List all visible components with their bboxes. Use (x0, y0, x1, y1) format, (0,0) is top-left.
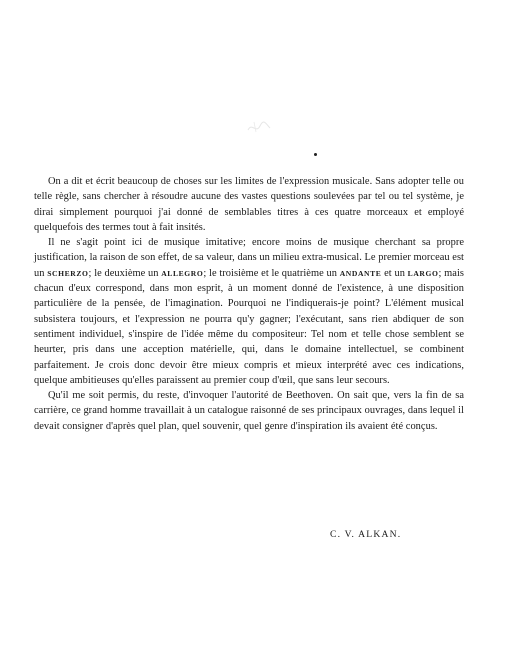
ink-dot (314, 153, 317, 156)
paragraph (34, 174, 464, 235)
tempo-term: ANDANTE (339, 268, 382, 278)
text-run: On a dit et écrit beaucoup de choses sur les limites de l'expression musicale. Sans adopter telle ou telle règle, sans chercher à résoudre aucune des vastes questions soulevées par tel ou tel système, je dirai simplement pourquoi j'ai donné de semblables titres à ces quatre morceaux et employé quelquefois des termes tout à fait insités. (34, 176, 464, 233)
text-run: ; le troisième et le quatrième un (203, 267, 340, 279)
paragraph (34, 388, 464, 434)
text-run: ; le deuxième un (88, 267, 162, 279)
text-run: et un (381, 267, 408, 279)
paragraph (34, 235, 464, 388)
tempo-term: SCHERZO (47, 268, 89, 278)
author-signature: C. V. ALKAN. (330, 529, 402, 540)
tempo-term: LARGO (407, 268, 439, 278)
text-run: ; mais chacun d'eux correspond, dans mon esprit, à un moment donné de l'existence, à une disposition particulière de la pensée, de l'imagination. Pourquoi ne l'indiquerais-je point? L'élément musical subsistera toujours, et l'expression ne pourra qu'y gagner; l'exécutant, sans rien abdiquer de son sentiment individuel, s'inspire de l'idée même du compositeur: Tel nom et telle chose semblent se heurter, pris dans une acception matérielle, qui, dans le domaine intellectuel, se combinent parfaitement. Je crois donc devoir être mieux compris et mieux interprété avec ces indications, quelque ambitieuses qu'elles paraissent au premier coup d'œil, que sans leur secours. (34, 267, 464, 386)
tempo-term: ALLEGRO (161, 268, 204, 278)
text-run: Qu'il me soit permis, du reste, d'invoquer l'autorité de Beethoven. On sait que, vers la fin de sa carrière, ce grand homme travaillait à un catalogue raisonné de ses principaux ouvrages, dans lequel il devait consigner d'après quel plan, quel souvenir, quel genre d'inspiration ils avaient été conçus. (34, 390, 464, 432)
text-run: Il ne s'agit point ici de musique imitative; encore moins de musique cherchant sa propre justification, la raison de son effet, de sa valeur, dans un milieu extra-musical. Le premier morceau est un (34, 237, 464, 279)
faint-pencil-mark (246, 118, 272, 136)
preface-text (34, 174, 464, 434)
